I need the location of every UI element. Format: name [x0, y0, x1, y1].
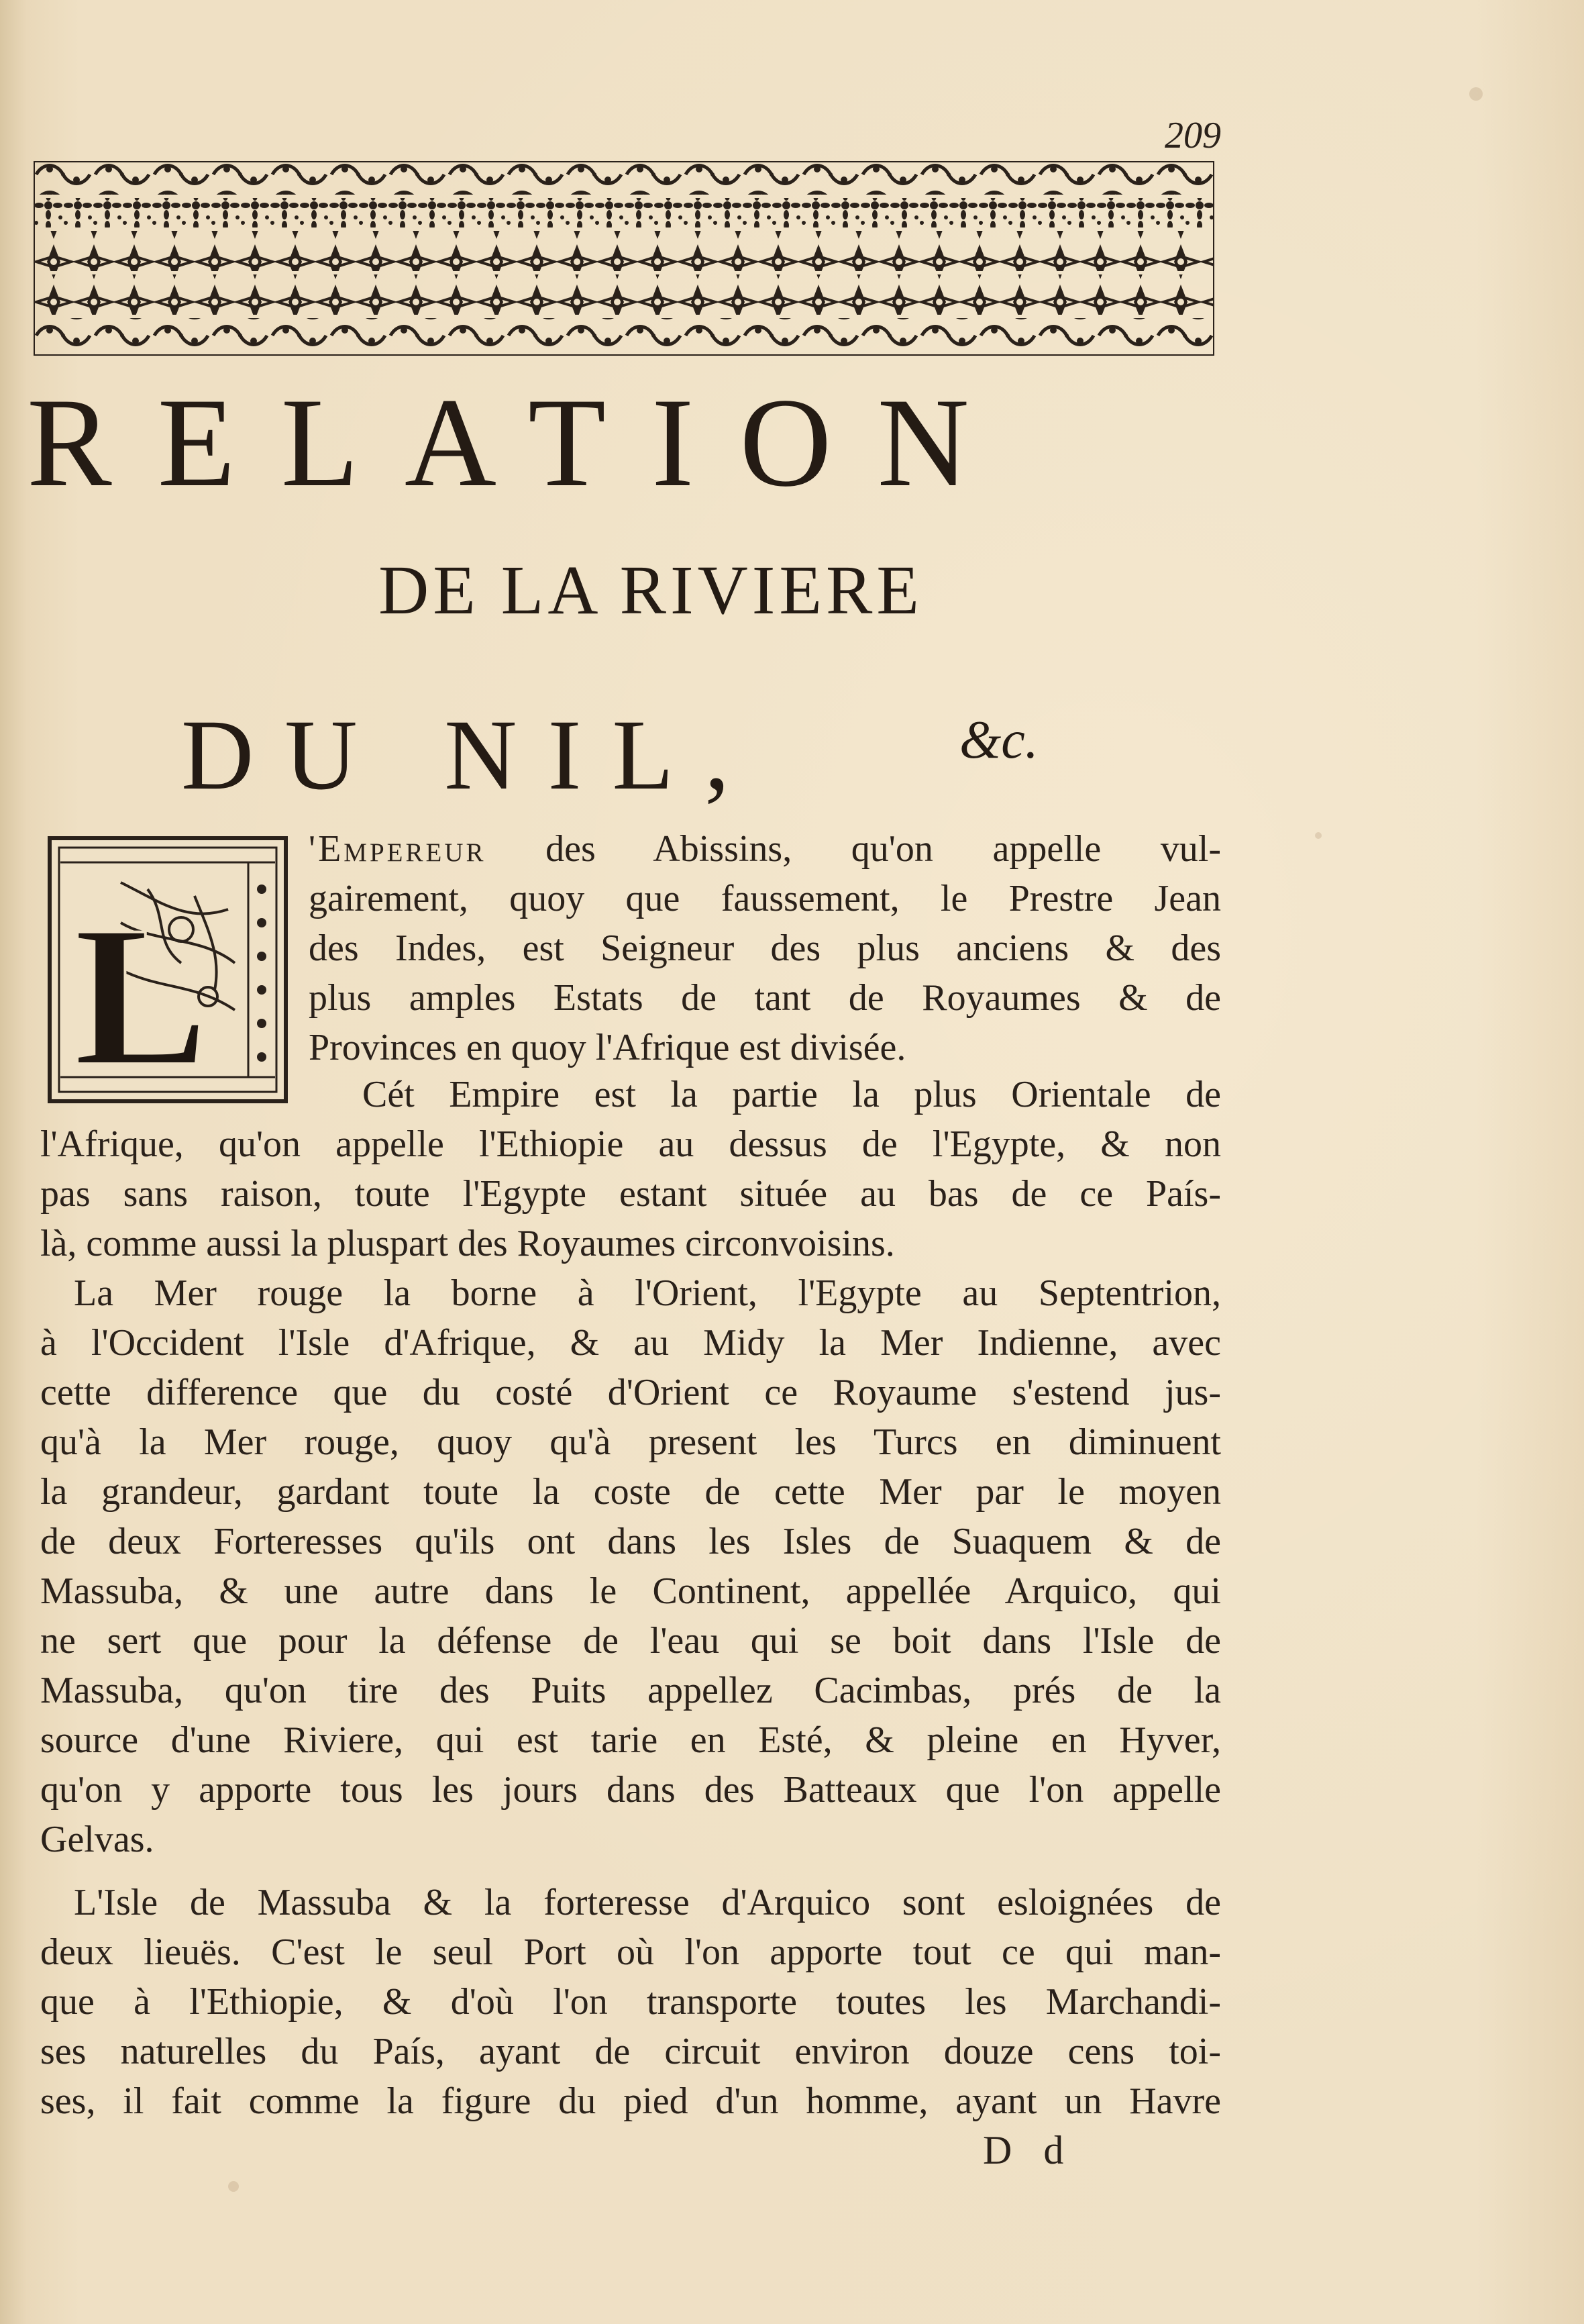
- ornamental-headpiece: [34, 161, 1214, 356]
- svg-text:L: L: [74, 885, 209, 1104]
- text-line: la grandeur, gardant toute la coste de cette Mer par le moyen: [40, 1471, 1221, 1513]
- text-line: plus amples Estats de tant de Royaumes & de: [309, 977, 1221, 1019]
- title-relation: RELATION: [27, 372, 1015, 513]
- text-line: des Abissins, qu'on appelle vul-: [545, 828, 1221, 870]
- paragraph-gap: [40, 1864, 1221, 1878]
- text-line: qu'on y apporte tous les jours dans des Batteaux que l'on appelle: [40, 1769, 1221, 1811]
- text-line: Massuba, qu'on tire des Puits appellez Cacimbas, prés de la: [40, 1670, 1221, 1711]
- text-line: Gelvas.: [40, 1819, 154, 1860]
- signature-mark: D d: [983, 2128, 1075, 2172]
- intro-paragraph: [309, 824, 1221, 1072]
- text-line: Massuba, & une autre dans le Continent, appellée Arquico, qui: [40, 1570, 1221, 1612]
- text-line: ses, il fait comme la figure du pied d'un homme, ayant un Havre: [40, 2080, 1221, 2122]
- text-line: de deux Forteresses qu'ils ont dans les Isles de Suaquem & de: [40, 1521, 1221, 1562]
- text-line: La Mer rouge la borne à l'Orient, l'Egypte au Septentrion,: [74, 1272, 1221, 1314]
- text-line: Cét Empire est la partie la plus Orientale de: [362, 1074, 1221, 1115]
- text-line: pas sans raison, toute l'Egypte estant située au bas de ce País-: [40, 1173, 1221, 1215]
- text-line: ses naturelles du País, ayant de circuit environ douze cens toi-: [40, 2031, 1221, 2072]
- text-line: source d'une Riviere, qui est tarie en Esté, & pleine en Hyver,: [40, 1719, 1221, 1761]
- title-de-la-riviere: DE LA RIVIERE: [378, 552, 923, 629]
- text-line: cette difference que du costé d'Orient ce Royaume s'estend jus-: [40, 1372, 1221, 1413]
- paper-stain: [1469, 87, 1483, 101]
- text-line: Provinces en quoy l'Afrique est divisée.: [309, 1027, 906, 1068]
- text-line: qu'à la Mer rouge, quoy qu'à present les Turcs en diminuent: [40, 1421, 1221, 1463]
- body-text: [40, 1070, 1221, 2126]
- page-number: 209: [1165, 115, 1221, 156]
- decorated-drop-cap: [47, 836, 288, 1104]
- paper-stain: [1315, 832, 1322, 839]
- title-du-nil: DU NIL,: [181, 699, 761, 811]
- text-line: à l'Occident l'Isle d'Afrique, & au Midy la Mer Indienne, avec: [40, 1322, 1221, 1364]
- paper-stain: [228, 2181, 239, 2192]
- text-line: deux lieuës. C'est le seul Port où l'on apporte tout ce qui man-: [40, 1931, 1221, 1973]
- text-line: l'Afrique, qu'on appelle l'Ethiopie au dessus de l'Egypte, & non: [40, 1123, 1221, 1165]
- text-line: des Indes, est Seigneur des plus anciens & des: [309, 927, 1221, 969]
- text-line: ne sert que pour la défense de l'eau qui se boit dans l'Isle de: [40, 1620, 1221, 1662]
- title-etc: &c.: [959, 711, 1039, 770]
- text-line: là, comme aussi la pluspart des Royaumes circonvoisins.: [40, 1223, 895, 1264]
- text-line: gairement, quoy que faussement, le Prestre Jean: [309, 878, 1221, 919]
- text-line: L'Isle de Massuba & la forteresse d'Arquico sont esloignées de: [74, 1882, 1221, 1923]
- text-line: que à l'Ethiopie, & d'où l'on transporte toutes les Marchandi-: [40, 1981, 1221, 2023]
- lead-word: 'Empereur: [309, 828, 486, 870]
